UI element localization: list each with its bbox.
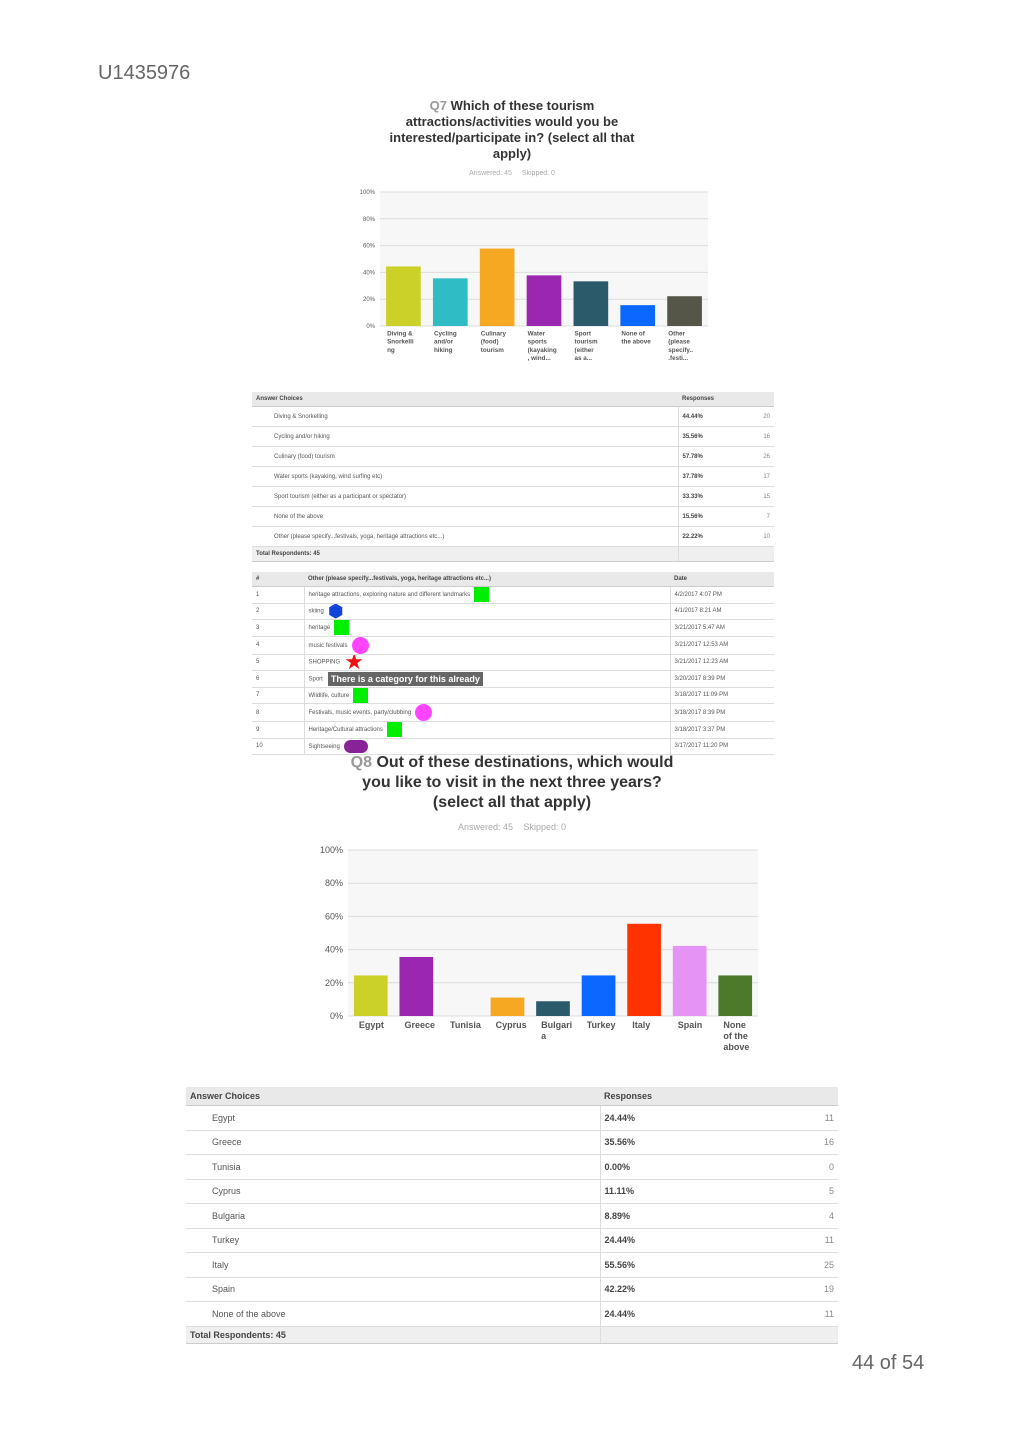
response-count: 16 — [728, 427, 774, 447]
pink-circle-marker-icon — [352, 637, 369, 654]
q8-number: Q8 — [350, 754, 372, 771]
response-count: 20 — [728, 407, 774, 427]
response-text: Heritage/Cultural attractions — [308, 727, 383, 734]
x-tick-label-line: Italy — [632, 1020, 651, 1030]
x-tick-label-line: Cycling — [433, 330, 457, 338]
table-row — [186, 1155, 838, 1180]
choice-label: None of the above — [252, 507, 678, 527]
row-number: 7 — [252, 687, 304, 704]
x-tick-label — [668, 330, 693, 362]
row-number: 3 — [252, 620, 304, 637]
q8-title — [340, 753, 684, 813]
response-percent: 55.56% — [600, 1253, 760, 1278]
response-text: music festivals — [308, 642, 348, 649]
x-tick-label-line: Culinary — [480, 330, 507, 338]
x-tick-label-line: above — [723, 1042, 750, 1052]
response-date: 3/18/2017 8:39 PM — [670, 704, 774, 722]
x-tick-label-line: Bulgari — [541, 1020, 573, 1030]
choice-label: Turkey — [186, 1228, 600, 1253]
row-number: 1 — [252, 587, 304, 604]
x-tick-label-line: the above — [621, 338, 651, 346]
q7-answer-table — [252, 392, 774, 562]
x-tick-label-line: Egypt — [358, 1020, 384, 1030]
x-tick-label — [359, 1020, 384, 1030]
x-tick-label-line: as a... — [574, 355, 593, 363]
q8-answered: Answered: 45 — [457, 822, 513, 832]
number-header: # — [252, 572, 304, 587]
response-count: 25 — [760, 1253, 838, 1278]
choice-label: Bulgaria — [186, 1204, 600, 1229]
choice-label: Other (please specify...festivals, yoga, heritage attractions etc...) — [252, 527, 678, 547]
y-tick-label: 60% — [324, 911, 343, 922]
x-tick-label-line: (kayaking — [527, 346, 557, 354]
choice-label: Egypt — [186, 1106, 600, 1131]
bar — [433, 278, 468, 326]
q8-skipped: Skipped: 0 — [523, 822, 567, 832]
y-tick-label: 100% — [359, 190, 375, 196]
table-row — [252, 407, 774, 427]
y-tick-label: 20% — [362, 297, 375, 304]
table-row — [252, 722, 774, 739]
table-row — [252, 587, 774, 604]
page-number: 44 of 54 — [852, 1352, 925, 1374]
response-percent: 8.89% — [600, 1204, 760, 1229]
choice-label: Cycling and/or hiking — [252, 427, 678, 447]
red-star-marker-icon: ★ — [344, 654, 364, 671]
table-row — [252, 527, 774, 547]
response-count: 15 — [728, 487, 774, 507]
table-row — [186, 1277, 838, 1302]
q7-response-summary — [380, 170, 644, 177]
y-tick-label: 0% — [366, 324, 375, 330]
choice-label: Spain — [186, 1277, 600, 1302]
responses-header: Responses — [600, 1087, 838, 1106]
q7-bar-chart — [340, 188, 720, 373]
table-row — [186, 1106, 838, 1131]
response-date: 3/21/2017 5:47 AM — [670, 620, 774, 637]
table-row — [252, 636, 774, 654]
total-respondents-row — [186, 1326, 838, 1343]
category-note-tag: There is a category for this already — [328, 672, 483, 686]
x-tick-label-line: specify.. — [668, 346, 693, 354]
x-tick-label-line: hiking — [433, 346, 453, 354]
y-tick-label: 40% — [362, 270, 375, 277]
table-row — [252, 487, 774, 507]
response-count: 5 — [760, 1179, 838, 1204]
bar — [386, 266, 421, 326]
response-text: Wildlife, culture — [308, 692, 350, 699]
x-tick-label — [575, 330, 598, 362]
choice-label: Water sports (kayaking, wind surfing etc) — [252, 467, 678, 487]
x-tick-label — [450, 1020, 482, 1030]
response-percent: 44.44% — [678, 407, 728, 427]
bar — [582, 975, 616, 1016]
x-tick-label-line: Tunisia — [450, 1020, 481, 1030]
total-respondents: Total Respondents: 45 — [252, 547, 678, 562]
q7-table-header — [252, 392, 774, 407]
response-percent: 35.56% — [678, 427, 728, 447]
x-tick-label-line: (food) — [480, 338, 499, 346]
response-percent: 11.11% — [600, 1179, 760, 1204]
answer-choices-header: Answer Choices — [252, 392, 678, 407]
q8-bar-chart — [300, 842, 770, 1067]
table-row — [186, 1179, 838, 1204]
choice-label: Greece — [186, 1130, 600, 1155]
table-row — [186, 1228, 838, 1253]
x-tick-label — [587, 1020, 616, 1030]
q7-skipped: Skipped: 0 — [521, 170, 555, 177]
green-square-marker-icon — [353, 688, 368, 703]
response-date: 3/21/2017 12:23 AM — [670, 654, 774, 671]
x-tick-label — [541, 1020, 572, 1041]
blue-hexagon-marker-icon: ⬢ — [327, 603, 344, 620]
response-percent: 22.22% — [678, 527, 728, 547]
responses-header: Responses — [678, 392, 774, 407]
x-tick-label-line: Spain — [677, 1020, 703, 1030]
table-row — [252, 654, 774, 671]
x-tick-label-line: sports — [527, 338, 547, 346]
row-number: 10 — [252, 738, 304, 755]
response-count: 16 — [760, 1130, 838, 1155]
response-count: 11 — [760, 1106, 838, 1131]
answer-choices-header: Answer Choices — [186, 1087, 600, 1106]
x-tick-label — [387, 330, 414, 354]
choice-label: Culinary (food) tourism — [252, 447, 678, 467]
x-tick-label-line: Diving & — [387, 330, 413, 338]
response-percent: 0.00% — [600, 1155, 760, 1180]
choice-label: Diving & Snorkelling — [252, 407, 678, 427]
response-date: 4/1/2017 8:21 AM — [670, 603, 774, 620]
q8-question-text: Out of these destinations, which would you like to visit in the next three years? (select all that apply) — [362, 754, 674, 811]
row-number: 2 — [252, 603, 304, 620]
date-header: Date — [670, 572, 774, 587]
x-tick-label-line: Snorkelli — [387, 338, 414, 346]
x-tick-label-line: (please — [668, 338, 690, 346]
response-count: 7 — [728, 507, 774, 527]
response-count: 10 — [728, 527, 774, 547]
response-text: Festivals, music events, party/clubbing — [308, 710, 412, 717]
x-tick-label-line: Sport — [574, 330, 591, 338]
purple-pill-marker-icon — [344, 740, 368, 753]
table-row — [252, 507, 774, 527]
table-row — [186, 1253, 838, 1278]
response-count: 19 — [760, 1277, 838, 1302]
x-tick-label-line: Water — [527, 330, 545, 338]
response-text: skiing — [308, 608, 324, 615]
response-percent: 37.78% — [678, 467, 728, 487]
x-tick-label — [678, 1020, 703, 1030]
row-number: 6 — [252, 671, 304, 688]
total-respondents-row — [252, 547, 774, 562]
x-tick-label-line: None of — [621, 330, 645, 338]
response-percent: 33.33% — [678, 487, 728, 507]
y-tick-label: 0% — [329, 1011, 343, 1021]
x-tick-label-line: of the — [723, 1031, 748, 1041]
response-text: Sightseeing — [308, 743, 340, 750]
green-square-marker-icon — [474, 587, 489, 602]
pink-circle-marker-icon — [415, 704, 432, 721]
table-row — [252, 687, 774, 704]
table-row — [252, 447, 774, 467]
y-tick-label: 40% — [324, 944, 343, 955]
x-tick-label-line: Greece — [404, 1020, 436, 1030]
q7-answered: Answered: 45 — [469, 170, 512, 177]
response-percent: 24.44% — [600, 1106, 760, 1131]
document-id: U1435976 — [98, 62, 191, 84]
choice-label: Italy — [186, 1253, 600, 1278]
table-row — [252, 671, 774, 688]
x-tick-label-line: tourism — [574, 338, 598, 346]
y-tick-label: 60% — [362, 243, 375, 250]
x-tick-label — [481, 330, 507, 354]
q8-answer-table — [186, 1087, 838, 1344]
x-tick-label — [496, 1020, 527, 1030]
table-row — [186, 1204, 838, 1229]
table-row — [186, 1130, 838, 1155]
green-square-marker-icon — [334, 620, 349, 635]
table-row — [186, 1302, 838, 1327]
response-date: 3/20/2017 8:39 PM — [670, 671, 774, 688]
y-tick-label: 100% — [319, 845, 343, 855]
x-tick-label — [434, 330, 457, 354]
bar — [627, 924, 661, 1016]
response-percent: 24.44% — [600, 1228, 760, 1253]
response-count: 17 — [728, 467, 774, 487]
response-percent: 42.22% — [600, 1277, 760, 1302]
x-tick-label-line: , wind... — [527, 355, 551, 363]
q7-number: Q7 — [429, 98, 447, 113]
response-percent: 57.78% — [678, 447, 728, 467]
row-number: 5 — [252, 654, 304, 671]
response-count: 11 — [760, 1302, 838, 1327]
row-number: 9 — [252, 722, 304, 739]
x-tick-label-line: .festi... — [668, 355, 689, 363]
response-percent: 35.56% — [600, 1130, 760, 1155]
x-tick-label — [404, 1020, 435, 1030]
q8-table-header — [186, 1087, 838, 1106]
x-tick-label-line: tourism — [480, 346, 504, 354]
response-date: 4/2/2017 4:07 PM — [670, 587, 774, 604]
q7-question-text: Which of these tourism attractions/activities would you be interested/participate in? (select all that apply) — [389, 98, 635, 161]
x-tick-label-line: a — [541, 1031, 547, 1041]
total-respondents: Total Respondents: 45 — [186, 1326, 600, 1343]
bar — [574, 281, 609, 326]
x-tick-label — [632, 1020, 650, 1030]
bar — [718, 975, 752, 1016]
response-percent: 24.44% — [600, 1302, 760, 1327]
bar — [480, 249, 515, 326]
x-tick-label-line: (either — [574, 346, 594, 354]
response-text: heritage attractions, exploring nature and different landmarks — [308, 592, 471, 599]
response-date: 3/17/2017 11:20 PM — [670, 738, 774, 755]
response-count: 11 — [760, 1228, 838, 1253]
bar — [667, 296, 702, 326]
response-count: 4 — [760, 1204, 838, 1229]
x-tick-label-line: None — [723, 1020, 746, 1030]
x-tick-label-line: Cyprus — [495, 1020, 527, 1030]
other-table-header — [252, 572, 774, 587]
response-count: 26 — [728, 447, 774, 467]
row-number: 4 — [252, 636, 304, 654]
x-tick-label-line: and/or — [433, 338, 454, 346]
bar — [620, 305, 655, 326]
q7-title — [380, 98, 644, 162]
row-number: 8 — [252, 704, 304, 722]
bar — [536, 1001, 570, 1016]
q7-other-responses-table — [252, 572, 774, 755]
y-tick-label: 20% — [324, 977, 343, 988]
response-count: 0 — [760, 1155, 838, 1180]
choice-label: None of the above — [186, 1302, 600, 1327]
x-tick-label — [528, 330, 557, 362]
q8-response-summary — [340, 822, 684, 832]
table-row — [252, 603, 774, 620]
response-text: heritage — [308, 625, 331, 632]
choice-label: Sport tourism (either as a participant or spectator) — [252, 487, 678, 507]
table-row — [252, 704, 774, 722]
response-date: 3/21/2017 12:53 AM — [670, 636, 774, 654]
table-row — [252, 467, 774, 487]
bar — [399, 957, 433, 1016]
response-text: SHOPPING — [308, 659, 341, 666]
response-date: 3/18/2017 3:37 PM — [670, 722, 774, 739]
x-tick-label-line: Turkey — [586, 1020, 616, 1030]
choice-label: Cyprus — [186, 1179, 600, 1204]
response-percent: 15.56% — [678, 507, 728, 527]
x-tick-label — [723, 1020, 749, 1052]
response-date: 3/18/2017 11:09 PM — [670, 687, 774, 704]
table-row — [252, 620, 774, 637]
green-square-marker-icon — [387, 722, 402, 737]
bar — [527, 275, 562, 326]
y-tick-label: 80% — [362, 216, 375, 223]
x-tick-label-line: ng — [387, 346, 395, 354]
bar — [354, 975, 388, 1016]
bar — [673, 946, 707, 1016]
x-tick-label — [621, 330, 651, 345]
x-tick-label-line: Other — [668, 330, 686, 338]
y-tick-label: 80% — [324, 878, 343, 889]
response-text: Sport — [308, 676, 323, 683]
table-row — [252, 427, 774, 447]
other-text-header: Other (please specify...festivals, yoga, heritage attractions etc...) — [304, 572, 670, 587]
choice-label: Tunisia — [186, 1155, 600, 1180]
bar — [491, 998, 525, 1016]
